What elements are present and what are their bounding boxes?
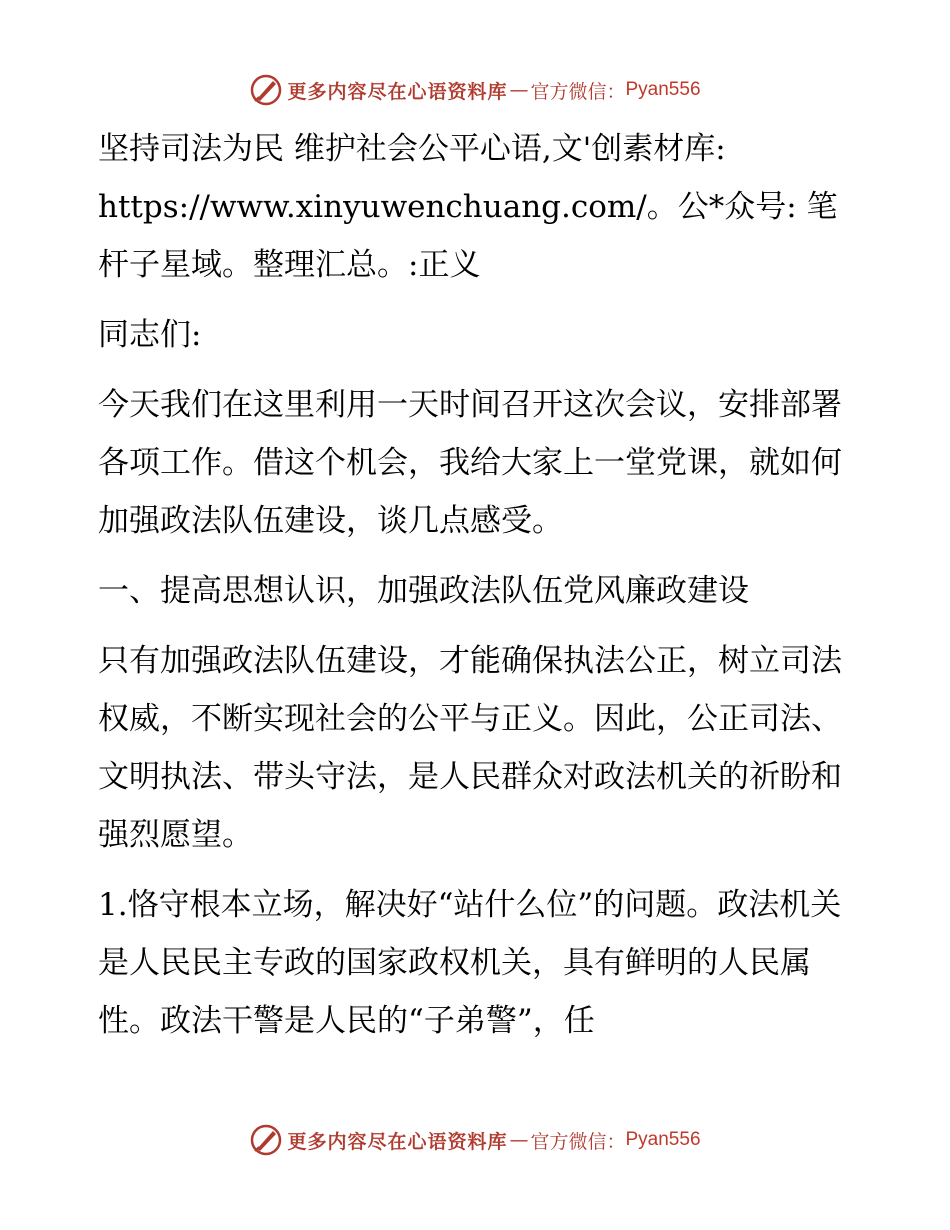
paragraph-section-1: 只有加强政法队伍建设，才能确保执法公正，树立司法权威，不断实现社会的公平与正义。因此，公正司法、文明执法、带头守法，是人民群众对政法机关的祈盼和强烈愿望。 <box>98 643 842 853</box>
quill-pen-logo-icon <box>249 73 283 107</box>
paragraph-title: 坚持司法为民 维护社会公平心语,文'创素材库: https://www.xinyuwenchuang.com/。公*众号: 笔杆子星域。整理汇总。:正义 <box>98 131 838 283</box>
banner-brand-text: 更多内容尽在心语资料库 <box>287 80 508 103</box>
paragraph-intro: 今天我们在这里利用一天时间召开这次会议，安排部署各项工作。借这个机会，我给大家上一堂党课，就如何加强政法队伍建设，谈几点感受。 <box>98 387 842 539</box>
banner-brand-text: 更多内容尽在心语资料库 <box>287 1130 508 1153</box>
section-heading-1: 一、提高思想认识，加强政法队伍党风廉政建设 <box>98 573 749 609</box>
banner-wechat-handle: Pyan556 <box>625 1129 701 1150</box>
document-body <box>98 120 858 1062</box>
quill-pen-logo-icon <box>249 1123 283 1157</box>
header-watermark-banner <box>0 70 950 110</box>
banner-wechat-handle: Pyan556 <box>625 79 701 100</box>
banner-wechat-label: 官方微信： <box>530 80 626 103</box>
banner-separator: — <box>509 79 529 101</box>
banner-wechat-label: 官方微信： <box>530 1130 626 1153</box>
paragraph-salutation: 同志们: <box>98 317 202 353</box>
paragraph-point-1: 1.恪守根本立场，解决好“站什么位”的问题。政法机关是人民民主专政的国家政权机关，具有鲜明的人民属性。政法干警是人民的“子弟警”，任 <box>98 887 842 1039</box>
banner-separator: — <box>509 1129 529 1151</box>
footer-watermark-banner <box>0 1120 950 1160</box>
